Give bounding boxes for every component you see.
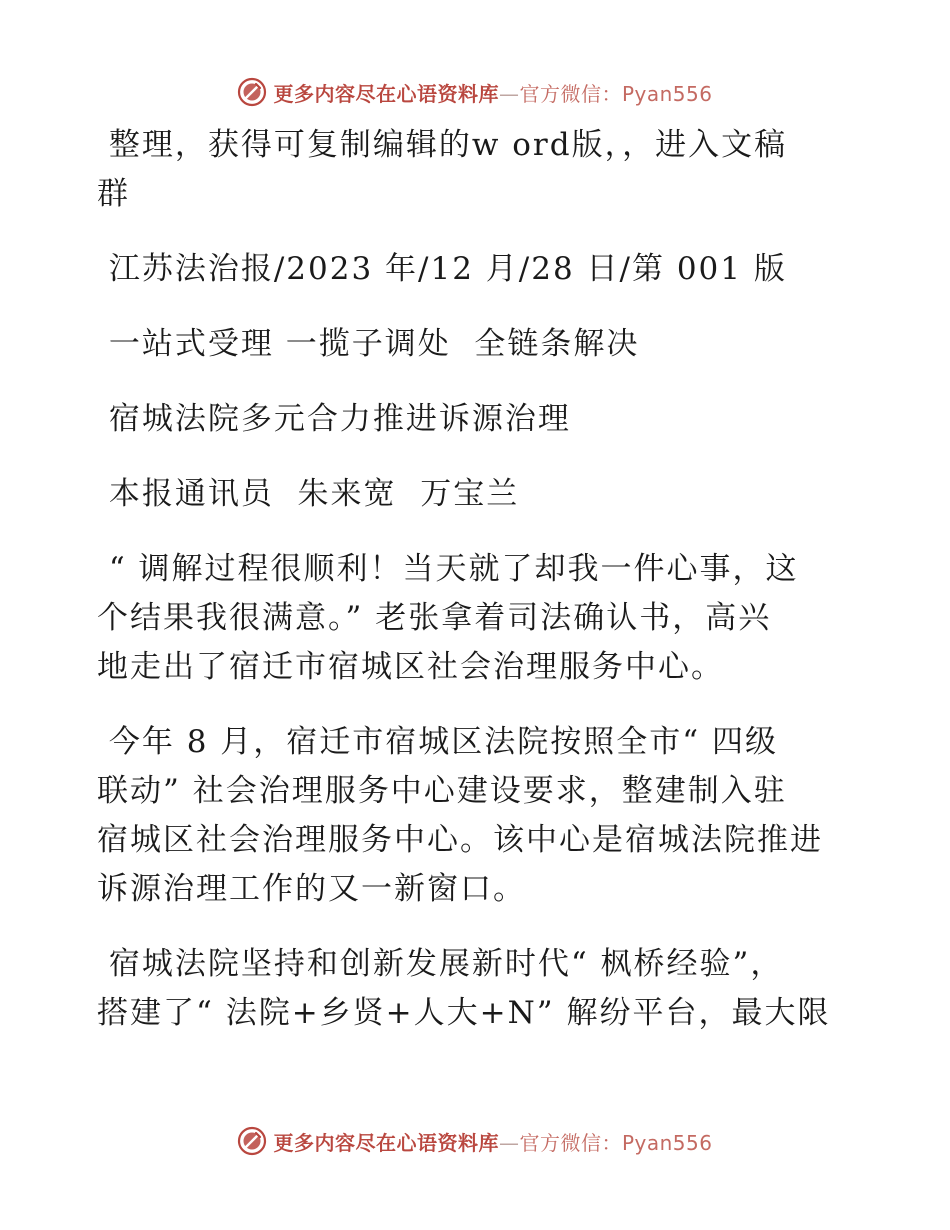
paragraph xyxy=(97,245,857,294)
paragraph xyxy=(97,320,857,369)
text-line: “ 调解过程很顺利！当天就了却我一件心事，这 xyxy=(97,551,799,587)
text-line: 地走出了宿迁市宿城区社会治理服务中心。 xyxy=(97,649,724,685)
text-line: 整理，获得可复制编辑的w ord版，，进入文稿 xyxy=(97,127,788,163)
seal-pen-icon xyxy=(237,1126,267,1156)
text-line: 江苏法治报/2023 年/12 月/28 日/第 001 版 xyxy=(97,251,787,287)
text-line: 搭建了“ 法院+乡贤+人大+N” 解纷平台，最大限 xyxy=(97,995,831,1031)
document-body xyxy=(97,121,857,1038)
header-banner xyxy=(0,72,950,112)
text-line: 本报通讯员 朱来宽 万宝兰 xyxy=(97,476,520,512)
text-line: 宿城法院坚持和创新发展新时代“ 枫桥经验”， xyxy=(97,946,784,982)
text-line: 个结果我很满意。” 老张拿着司法确认书，高兴 xyxy=(97,600,772,636)
banner-text: 更多内容尽在心语资料库—官方微信：Pyan556 xyxy=(273,1130,713,1155)
paragraph xyxy=(97,470,857,519)
footer-banner xyxy=(0,1121,950,1161)
text-line: 宿城法院多元合力推进诉源治理 xyxy=(97,401,571,437)
text-line: 今年 8 月，宿迁市宿城区法院按照全市“ 四级 xyxy=(97,724,778,760)
text-line: 一站式受理 一揽子调处 全链条解决 xyxy=(97,326,640,362)
banner-text: 更多内容尽在心语资料库—官方微信：Pyan556 xyxy=(273,81,713,106)
paragraph xyxy=(97,718,857,914)
paragraph xyxy=(97,545,857,692)
seal-pen-icon xyxy=(237,77,267,107)
text-line: 诉源治理工作的又一新窗口。 xyxy=(97,871,526,907)
paragraph xyxy=(97,121,857,219)
text-line: 联动” 社会治理服务中心建设要求，整建制入驻 xyxy=(97,773,787,809)
text-line: 宿城区社会治理服务中心。该中心是宿城法院推进 xyxy=(97,822,823,858)
paragraph xyxy=(97,940,857,1038)
text-line: 群 xyxy=(97,176,130,212)
paragraph xyxy=(97,395,857,444)
